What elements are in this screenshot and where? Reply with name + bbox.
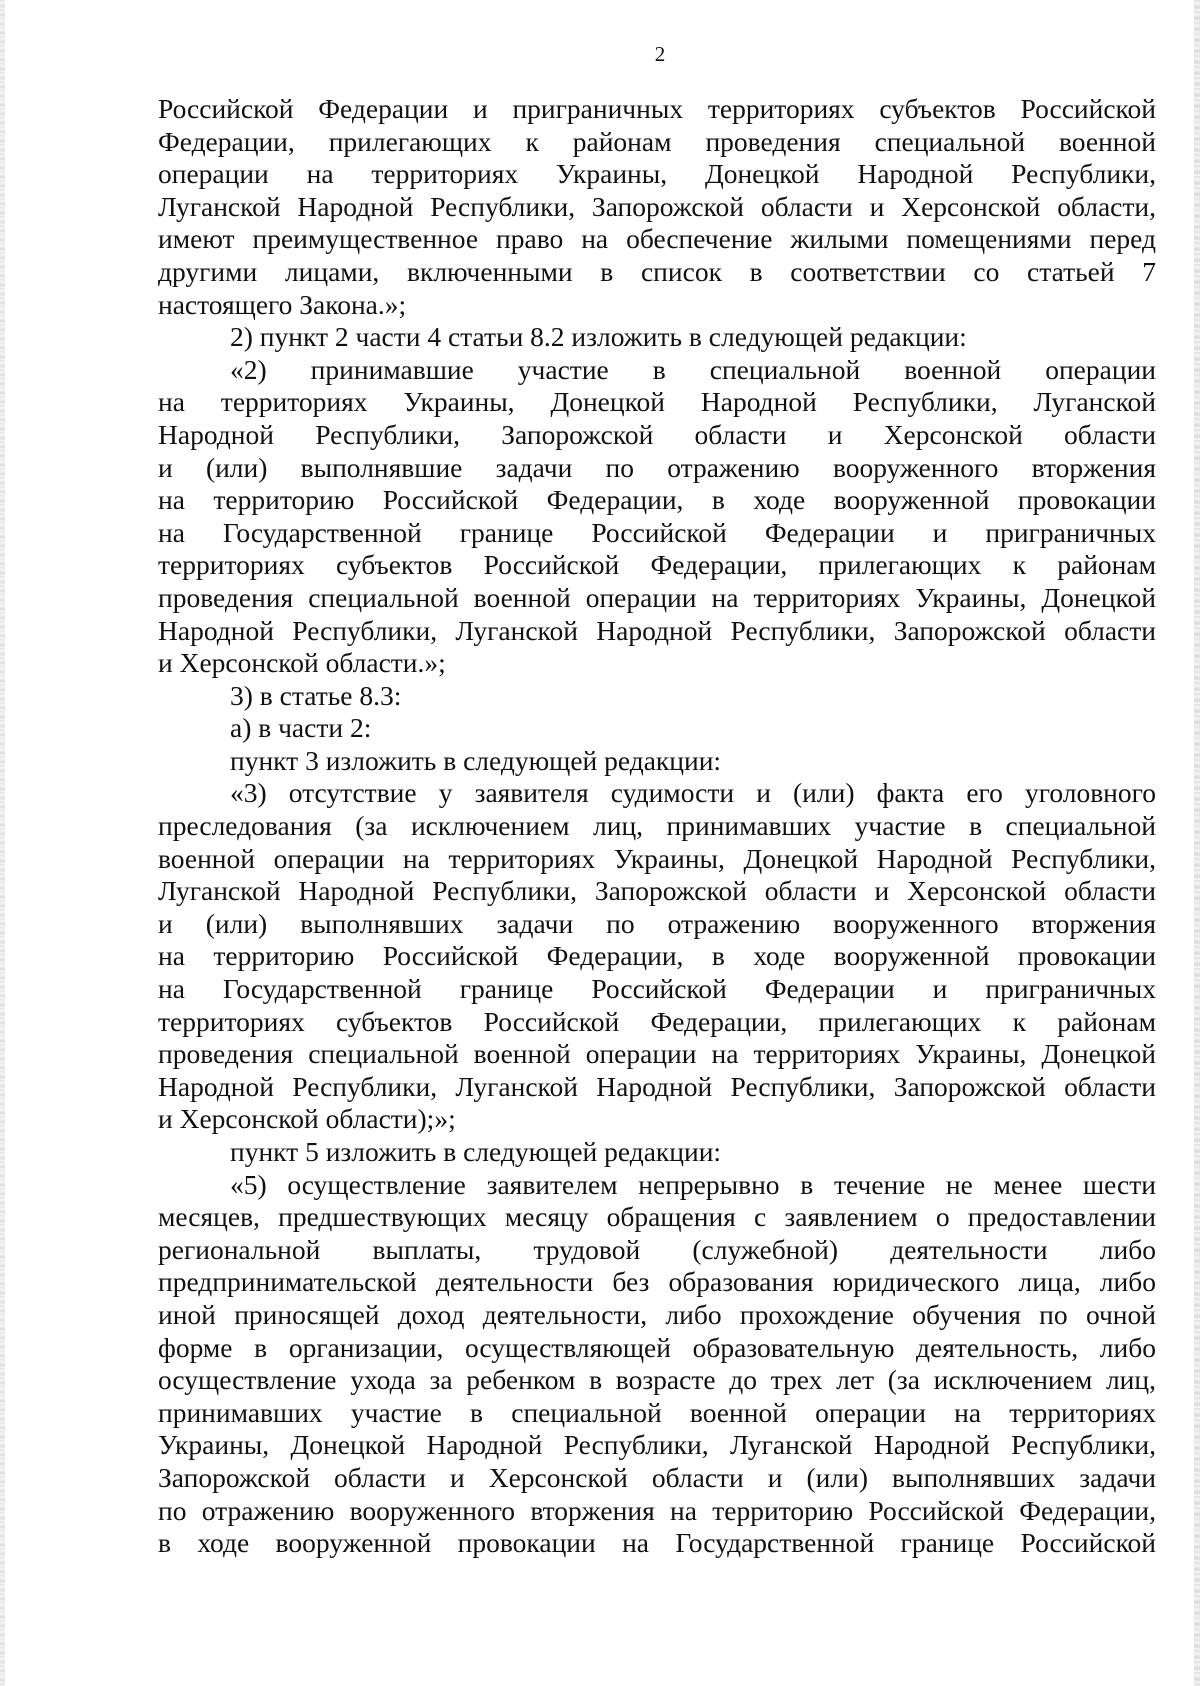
text-line: 2) пункт 2 части 4 статьи 8.2 изложить в следующей редакции:: [230, 321, 967, 353]
text-line: Российской Федерации и приграничных территориях субъектов Российской: [158, 93, 1156, 124]
text-line: и (или) выполнявшие задачи по отражению вооруженного вторжения: [158, 451, 1156, 483]
text-line: иной приносящей доход деятельности, либо прохождение обучения по очной: [158, 1298, 1156, 1330]
text-line: на территориях Украины, Донецкой Народной Республики, Луганской: [158, 386, 1157, 418]
text-line: принимавших участие в специальной военной операции на территориях: [158, 1396, 1156, 1428]
text-line: другими лицами, включенными в список в соответствии со статьей 7: [158, 255, 1156, 287]
text-line: Запорожской области и Херсонской области и (или) выполнявших задачи: [158, 1461, 1156, 1493]
text-line: Народной Республики, Луганской Народной Республики, Запорожской области: [158, 1070, 1156, 1102]
text-line: форме в организации, осуществляющей образовательную деятельность, либо: [158, 1331, 1156, 1363]
text-line: Федерации, прилегающих к районам проведения специальной военной: [158, 125, 1156, 157]
text-line: предпринимательской деятельности без образования юридического лица, либо: [158, 1266, 1156, 1298]
text-line: по отражению вооруженного вторжения на территорию Российской Федерации,: [158, 1494, 1156, 1526]
text-line: «2) принимавшие участие в специальной военной операции: [230, 353, 1156, 385]
text-line: на Государственной границе Российской Федерации и приграничных: [158, 973, 1156, 1005]
text-line: на территорию Российской Федерации, в ходе вооруженной провокации: [158, 940, 1156, 972]
text-line: Народной Республики, Запорожской области и Херсонской области: [158, 418, 1156, 450]
scan-edge-left: [0, 0, 5, 1686]
page-number: 2: [654, 42, 666, 66]
text-line: проведения специальной военной операции на территориях Украины, Донецкой: [158, 581, 1156, 613]
text-line: а) в части 2:: [230, 712, 372, 744]
text-line: пункт 3 изложить в следующей редакции:: [230, 744, 722, 776]
text-line: региональной выплаты, трудовой (служебной) деятельности либо: [158, 1233, 1156, 1265]
text-line: военной операции на территориях Украины, Донецкой Народной Республики,: [158, 842, 1156, 874]
text-line: пункт 5 изложить в следующей редакции:: [230, 1136, 722, 1167]
text-line: «3) отсутствие у заявителя судимости и (или) факта его уголовного: [230, 777, 1156, 809]
text-line: проведения специальной военной операции на территориях Украины, Донецкой: [158, 1038, 1156, 1070]
text-line: и (или) выполнявших задачи по отражению вооруженного вторжения: [158, 907, 1156, 939]
text-line: на территорию Российской Федерации, в ходе вооруженной провокации: [158, 484, 1156, 516]
text-line: Народной Республики, Луганской Народной Республики, Запорожской области: [158, 614, 1156, 646]
text-line: и Херсонской области);»;: [158, 1103, 456, 1135]
text-line: осуществление ухода за ребенком в возрасте до трех лет (за исключением лиц,: [158, 1364, 1156, 1396]
text-line: Луганской Народной Республики, Запорожской области и Херсонской области,: [158, 190, 1156, 222]
text-line: Луганской Народной Республики, Запорожской области и Херсонской области: [158, 875, 1156, 907]
text-line: месяцев, предшествующих месяцу обращения с заявлением о предоставлении: [158, 1201, 1157, 1233]
text-line: операции на территориях Украины, Донецкой Народной Республики,: [158, 158, 1156, 190]
document-body: [158, 93, 1156, 1560]
text-line: и Херсонской области.»;: [158, 647, 446, 679]
text-line: территориях субъектов Российской Федерации, прилегающих к районам: [158, 549, 1156, 581]
text-line: настоящего Закона.»;: [158, 288, 407, 320]
text-line: 3) в статье 8.3:: [230, 679, 402, 711]
text-line: в ходе вооруженной провокации на Государственной границе Российской: [158, 1527, 1156, 1559]
text-line: «5) осуществление заявителем непрерывно в течение не менее шести: [230, 1168, 1156, 1200]
text-line: преследования (за исключением лиц, принимавших участие в специальной: [158, 810, 1156, 842]
text-line: на Государственной границе Российской Федерации и приграничных: [158, 516, 1156, 548]
text-line: Украины, Донецкой Народной Республики, Луганской Народной Республики,: [158, 1429, 1156, 1461]
text-line: территориях субъектов Российской Федерации, прилегающих к районам: [158, 1005, 1156, 1037]
text-line: имеют преимущественное право на обеспечение жилыми помещениями перед: [158, 223, 1156, 255]
scan-edge-right: [1194, 0, 1200, 1686]
